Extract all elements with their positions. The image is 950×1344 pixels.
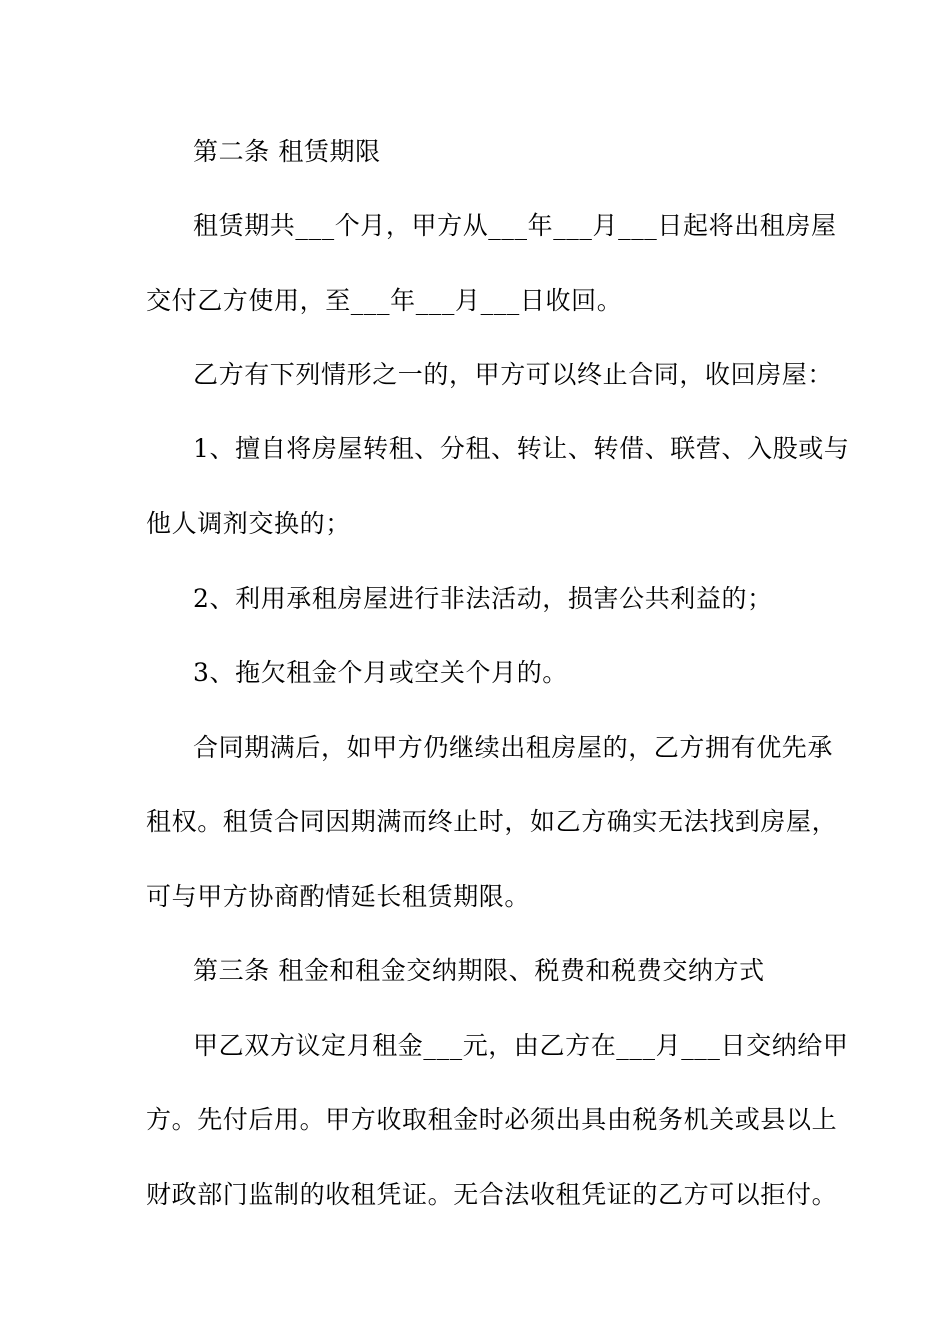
paragraph-line: 租赁期共___个月，甲方从___年___月___日起将出租房屋 — [193, 211, 837, 240]
paragraph-line: 乙方有下列情形之一的，甲方可以终止合同，收回房屋： — [193, 360, 834, 389]
list-item-3: 3、拖欠租金个月或空关个月的。 — [193, 658, 568, 687]
paragraph-line: 交付乙方使用，至___年___月___日收回。 — [146, 286, 623, 315]
list-item-2: 2、利用承租房屋进行非法活动，损害公共利益的； — [193, 584, 773, 613]
paragraph-line: 合同期满后，如甲方仍继续出租房屋的，乙方拥有优先承 — [193, 733, 834, 762]
paragraph-line: 租权。租赁合同因期满而终止时，如乙方确实无法找到房屋， — [146, 807, 838, 836]
paragraph-line: 可与甲方协商酌情延长租赁期限。 — [146, 882, 531, 911]
paragraph-line: 财政部门监制的收租凭证。无合法收租凭证的乙方可以拒付。 — [146, 1180, 838, 1209]
paragraph-line: 甲乙双方议定月租金___元，由乙方在___月___日交纳给甲 — [193, 1031, 849, 1060]
paragraph-line: 他人调剂交换的； — [146, 509, 351, 538]
list-item-1: 1、擅自将房屋转租、分租、转让、转借、联营、入股或与 — [193, 434, 850, 463]
section-heading-2: 第二条 租赁期限 — [193, 137, 381, 166]
paragraph-line: 方。先付后用。甲方收取租金时必须出具由税务机关或县以上 — [146, 1105, 838, 1134]
section-heading-3: 第三条 租金和租金交纳期限、税费和税费交纳方式 — [193, 956, 765, 985]
